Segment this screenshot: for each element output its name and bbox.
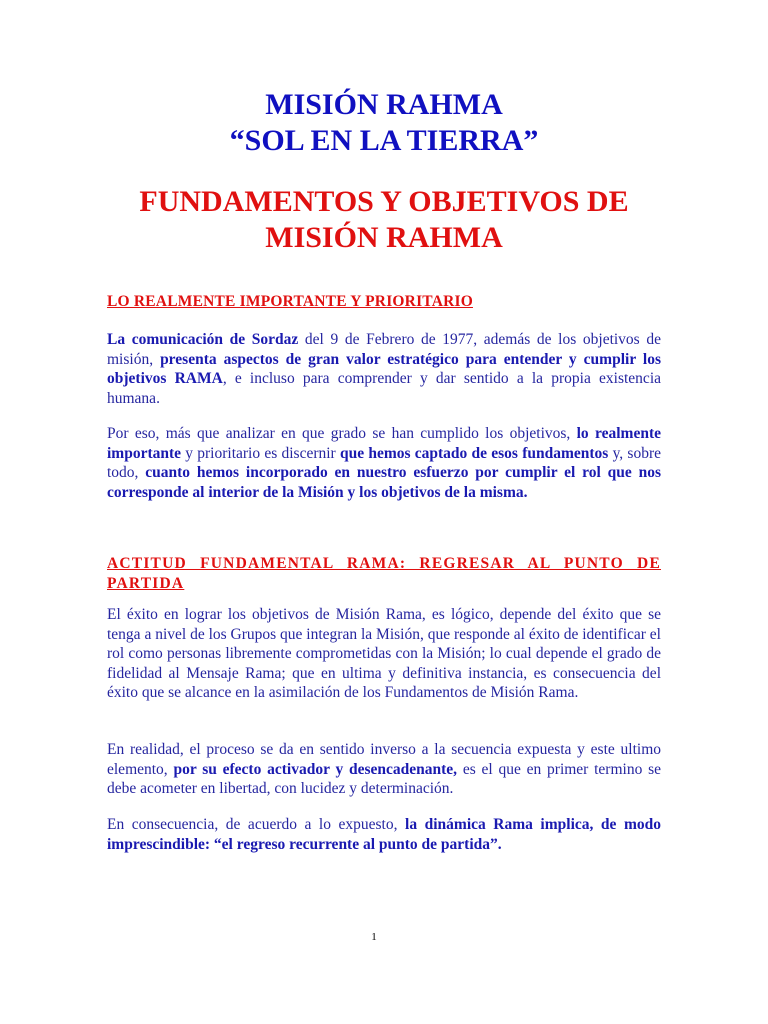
body-text: Por eso, más que analizar en que grado se han cumplido los objetivos, bbox=[107, 425, 577, 442]
document-subtitle-line-2: MISIÓN RAHMA bbox=[265, 221, 503, 254]
body-text: En realidad, el proceso se da en sentido inverso a la secuencia expuesta y este ultimo elemento, bbox=[107, 741, 661, 778]
body-text: del 9 de Febrero de 1977, además de los objetivos de misión, bbox=[107, 331, 661, 368]
body-text: y, sobre todo, bbox=[107, 444, 661, 482]
bold-text: presenta aspectos de gran valor estratégico para entender y cumplir los objetivos RAMA bbox=[107, 350, 661, 388]
bold-text: la dinámica Rama implica, de modo imprescindible: “el regreso recurrente al punto de partida”. bbox=[107, 816, 661, 853]
body-text: , e incluso para comprender y dar sentido a la propia existencia humana. bbox=[107, 370, 661, 407]
bold-text: La comunicación de Sordaz bbox=[107, 331, 299, 348]
body-text: y prioritario es discernir bbox=[181, 444, 340, 462]
document-title-line-1: MISIÓN RAHMA bbox=[265, 88, 503, 121]
paragraph-en-realidad bbox=[107, 740, 661, 799]
bold-text: lo realmente importante bbox=[107, 425, 661, 462]
section-heading-prioritario: LO REALMENTE IMPORTANTE Y PRIORITARIO bbox=[107, 293, 473, 310]
body-text: El éxito en lograr los objetivos de Misión Rama, es lógico, depende del éxito que se tenga a nivel de los Grupos que integran la Misión, que responde al éxito de identificar el rol como personas libremente comprometidas con la Misión; lo cual depende el grado de fidelidad al Mensaje Rama; que en ultima y definitiva instancia, es consecuencia del éxito que se alcance en la asimilación de los Fundamentos de Misión Rama. bbox=[107, 606, 661, 702]
paragraph-exito bbox=[107, 605, 661, 703]
body-text: En consecuencia, de acuerdo a lo expuesto, bbox=[107, 816, 406, 833]
paragraph-en-consecuencia bbox=[107, 815, 661, 854]
bold-text: cuanto hemos incorporado en nuestro esfuerzo por cumplir el rol que nos corresponde al interior de la Misión y los objetivos de la misma. bbox=[107, 464, 661, 501]
bold-text: que hemos captado de esos fundamentos bbox=[339, 444, 609, 462]
paragraph-por-eso bbox=[107, 424, 661, 502]
page-number: 1 bbox=[371, 931, 377, 943]
document-subtitle-line-1: FUNDAMENTOS Y OBJETIVOS DE bbox=[139, 185, 629, 218]
bold-text: por su efecto activador y desencadenante, bbox=[173, 760, 458, 778]
section-heading-actitud: ACTITUD FUNDAMENTAL RAMA: REGRESAR AL PUNTO DE PARTIDA bbox=[107, 555, 661, 592]
document-title-line-2: “SOL EN LA TIERRA” bbox=[229, 124, 539, 157]
body-text: es el que en primer termino se debe acometer en libertad, con lucidez y determinación. bbox=[107, 760, 662, 798]
paragraph-comunicacion bbox=[107, 330, 661, 408]
